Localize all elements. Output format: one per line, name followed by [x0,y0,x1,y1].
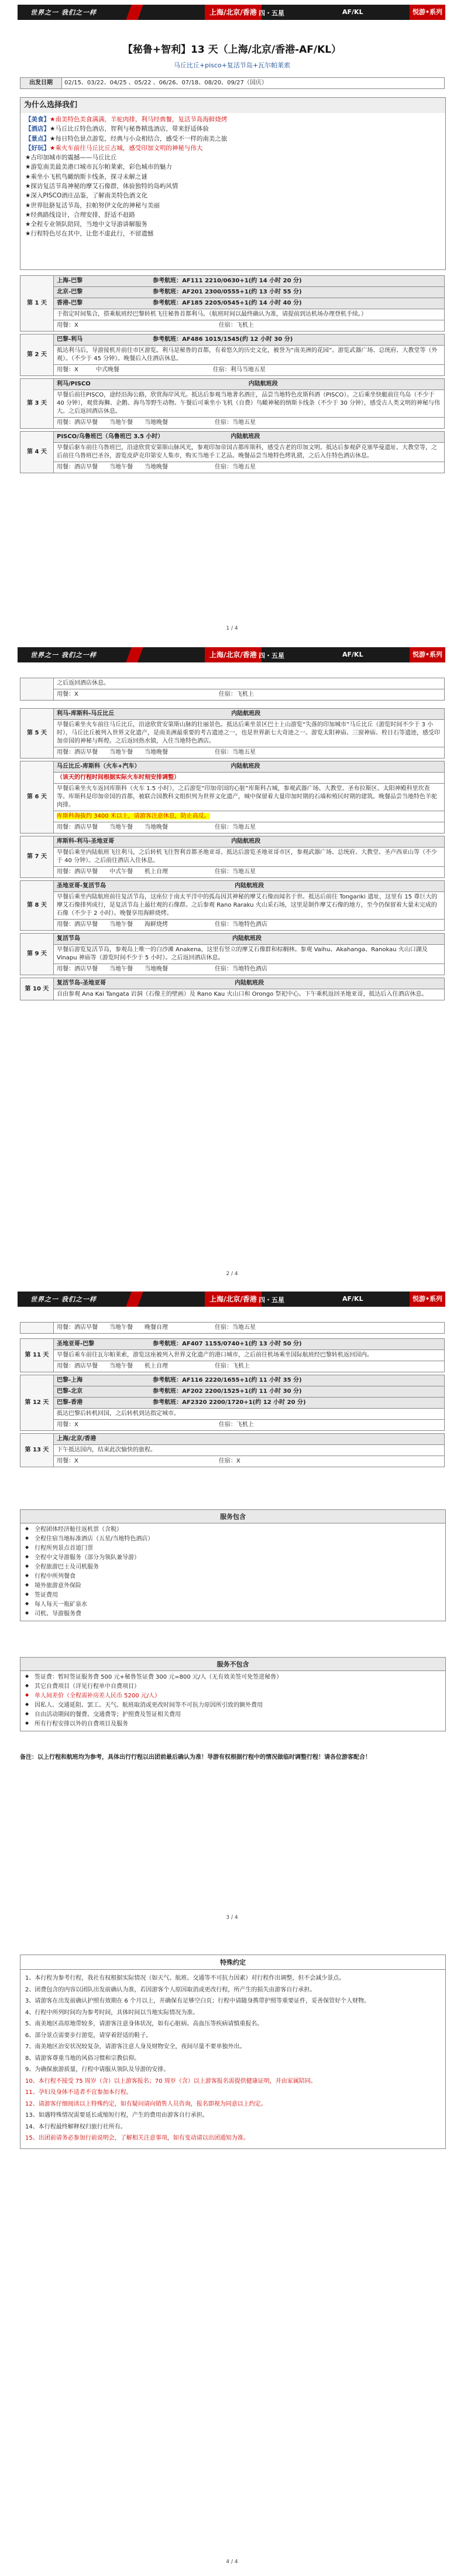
why-line [25,153,441,162]
day-label: 第 6 天 [20,761,54,833]
day-label: 第 1 天 [20,276,54,332]
day-gray: 巴黎-香港 参考航班：AF2320 2200/1720+1(约 12 小时 20 分) [54,1398,445,1409]
header-days: 四・五星 [259,9,284,17]
day-table [20,761,445,833]
include-item: ◆ 行程所列景点首道门票 [35,1544,442,1553]
excludes-list [20,1671,445,1731]
why-tag: 【酒店】 [25,125,50,133]
why-line [25,182,441,191]
day-meal: 用餐：X 住宿：飞机上 [54,320,445,332]
departure-label: 出发日期 [20,78,62,89]
day-gray: 利马/PISCO 内陆航班段 [54,379,445,390]
header-accent [126,5,143,20]
page-4 [0,1931,464,2576]
why-line [25,201,441,210]
day-meal: 用餐：酒店早餐 当地午餐 海鲜烧烤 住宿：当地特色酒店 [54,920,445,931]
why-line [25,220,441,229]
day-label: 第 10 天 [20,978,54,1000]
day-gray: 巴黎-利马 参考航班：AF486 1015/1545(约 12 小时 30 分) [54,334,445,346]
why-text: ★南美特色美食满满，羊驼肉排，利马经典餐，复活节岛海鲜烧烤 [50,116,228,124]
day-meal: 用餐：酒店早餐 中式午餐 机上自理 住宿：当地五星 [54,867,445,878]
special-term: 10、本行程不接受 75 周岁（含）以上游客报名；70 周岁（含）以上游客报名需提供健康证明，并由家属陪同。 [25,2078,317,2085]
day-meal: 用餐：酒店早餐 当地午餐 当地晚餐 住宿：当地特色酒店 [54,964,445,975]
day-red: （该天的行程时间根据实际火车时刻安排调整） [54,773,445,784]
day-gray: 库斯科-利马-圣地亚哥 内陆航班段 [54,836,445,848]
special-term: 9、为确保旅游质量，行程中请服从领队及导游的安排。 [25,2066,170,2073]
why-text: ★每日特色景点游览，经典与小众相结合，感受不一样的南美之旅 [50,135,228,142]
excludes-heading: 服务不包含 [20,1658,445,1671]
bottom-note: 备注：以上行程和航班均为参考，具体出行行程以出团前最后确认为准！导游有权根据行程中的情况做临时调整行程！请各位游客配合！ [20,1754,371,1761]
day-label: 第 8 天 [20,881,54,931]
page-header [18,1292,445,1307]
day-table [20,378,445,429]
why-tag: 【景点】 [25,135,50,142]
day-label: 第 4 天 [20,432,54,473]
day-gray: 复活节岛-圣地亚哥 内陆航班段 [54,978,445,989]
day-label: 第 2 天 [20,334,54,376]
day-text: 早餐后驱车前往乌鲁班巴，沿途欣赏安第斯山脉风光，参观印加帝国古都库斯科，感受古老的印加文明。抵达后参观萨克塞华曼遗址、大教堂等，之后前往乌鲁班巴圣谷，游览皮萨克印第安人集市，购买当地手工艺品。晚餐品尝当地特色烤乳猪，之后入住特色酒店休息。 [54,443,445,462]
why-line [25,210,441,220]
special-term: 1、本行程为参考行程，我社有权根据实际情况（如天气、航班、交通等不可抗力因素）对行程作出调整，但不会减少景点。 [25,1975,345,1981]
why-body [20,113,445,240]
brand-slogan: 世界之一 我们之一样 [30,9,97,16]
why-text: ★深入PISCO酒庄品鉴，了解南美特色酒文化 [25,192,148,200]
departure-dates-table [20,77,445,89]
special-term: 12、请游客仔细阅读以上特殊约定，如有疑问请向销售人员咨询，报名即视为同意以上约定。 [25,2100,267,2107]
day-text: 早餐后乘坐火车返回库斯科（火车 1.5 小时），之后游览“印加帝国的心脏”库斯科古城，参观武器广场、大教堂、圣布拉斯区、太阳神殿科里坎查等。库斯科是印加帝国的首都，被联合国教科文组织列为世界文化遗产，城中保留着大量印加时期的石墙和殖民时期的建筑。晚餐品尝当地特色羊驼肉排。 [54,784,445,811]
exclude-item: ◆ 因私人、交通延阻、罢工、天气、航班取消或更改时间等不可抗力原因所引致的额外费用 [35,1701,442,1710]
header-series: 悦游•系列 [410,647,445,662]
exclude-item: ◆ 所有行程安排以外的自费项目及服务 [35,1720,442,1729]
header-series: 悦游•系列 [410,5,445,20]
include-item: ◆ 全程团体经济舱往返机票（含税） [35,1525,442,1535]
include-item: ◆ 全程旅游巴士及司机服务 [35,1563,442,1572]
day-text: 于指定时间集合，搭乘航班经巴黎转机飞往秘鲁首都利马。（航班时间以最终确认为准，请提前到达机场办理登机手续。） [54,309,445,320]
day-table [20,334,445,376]
day-gray: 北京-巴黎 参考航班：AF201 2300/0555+1(约 13 小时 55 分) [54,287,445,298]
day-meal: 用餐：酒店早餐 当地午餐 机上自理 住宿：飞机上 [54,1361,445,1372]
day-text: 早餐后乘坐内陆航班前往复活节岛，这座位于南太平洋中的孤岛因其神秘的摩艾石像而闻名于世。抵达后前往 Tongariki 遗址，这里有 15 尊巨大的摩艾石像排列成行，是复活节岛上最壮观的石像群。之后参观 Rano Raraku 火山采石场，这里是制作摩艾石像的地方，至今仍保留着大量未完成的石像（不少于 2 小时）。晚餐享用海鲜烧烤。 [54,892,445,920]
include-item: ◆ 签证费用 [35,1591,442,1600]
day-text: 抵达利马后，导游接机并前往市区游览。利马是秘鲁的首都，有着悠久的历史文化，被誉为“南美洲的花园”。游览武器广场、总统府、大教堂等（外观）。（不少于 45 分钟）。晚餐后入住酒店休息。 [54,346,445,365]
header-series: 悦游•系列 [410,1292,445,1307]
special-term: 4、行程中所列时间均为参考时间，具体时间以当地实际情况为准。 [25,2009,199,2016]
day-label: 第 13 天 [20,1434,54,1467]
day-gray: 圣地亚哥-复活节岛 内陆航班段 [54,881,445,892]
include-item: ◆ 行程中所列餐食 [35,1572,442,1581]
day-text: 早餐后乘坐火车前往马丘比丘，沿途欣赏安第斯山脉的壮丽景色。抵达后乘坐景区巴士上山游览“失落的印加城市”马丘比丘（游览时间不少于 3 小时），马丘比丘被列入世界文化遗产，是南美洲最重要的考古遗迹之一，也是世界新七大奇迹之一。游览太阳神庙、三窗神庙、栓日石等遗迹，感受印加帝国的神秘与辉煌。之后返回热水镇，入住当地特色酒店。 [54,720,445,747]
page-header [18,647,445,662]
day-gray: 巴黎-上海 参考航班：AF116 2220/1655+1(约 11 小时 35 分) [54,1375,445,1386]
special-term: 11、孕妇及身体不适者不宜参加本行程。 [25,2089,132,2096]
why-text: ★乘火车前往马丘比丘古城，感受印加文明的神秘与伟大 [50,144,203,152]
header-accent [126,1292,143,1307]
why-heading: 为什么选择我们 [20,98,445,113]
why-tag: 【美食】 [25,116,50,124]
continued-text: 之后返回酒店休息。 [54,678,445,689]
includes-heading: 服务包含 [20,1510,445,1523]
exclude-item: ◆ 单人间差价（全程需补房差人民币 5200 元/人） [35,1692,442,1701]
excludes-box [20,1657,446,1731]
page-title: 【秘鲁+智利】13 天（上海/北京/香港-AF/KL） [122,44,342,56]
day-text: 自由参观 Ana Kai Tangata 岩洞（石像主的壁画）及 Rano Kau 火山口和 Orongo 祭祀中心。下午乘机返回圣地亚哥，抵达后入住酒店休息。 [54,989,445,1000]
day-gray: 香港-巴黎 参考航班：AF185 2205/0545+1(约 14 小时 40 分) [54,298,445,309]
header-route: 上海/北京/香港 [205,5,262,20]
day-gray: 上海/北京/香港 [54,1434,445,1445]
day-text: 早餐后乘坐内陆航班飞往利马，之后转机飞往智利首都圣地亚哥。抵达后游览圣地亚哥市区，参观武器广场、总统府、大教堂、圣卢西亚山等（不少于 40 分钟）。之后前往酒店入住休息。 [54,848,445,867]
include-item: ◆ 全程住宿当地标准酒店（五星/当地特色酒店） [35,1535,442,1544]
day-meal: 用餐：酒店早餐 当地午餐 当地晚餐 住宿：当地五星 [54,418,445,429]
exclude-item: ◆ 签证费：暂时签证服务费 500 元+秘鲁签证费 300 元=800 元/人（无有效美签可免签进秘鲁） [35,1673,442,1682]
include-item: ◆ 司机、导游服务费 [35,1610,442,1619]
why-text: ★马丘比丘特色酒店，智利与秘鲁精选酒店，带来舒适体验 [50,125,209,133]
day-label: 第 12 天 [20,1375,54,1431]
special-term: 13、如遇特殊情况需要延长或缩短行程，产生的费用由游客自行承担。 [25,2112,208,2119]
day-gray: PISCO/乌鲁班巴（乌鲁班巴 3.5 小时） 内陆航班段 [54,432,445,443]
day-yellow [54,811,445,822]
why-line [25,124,441,134]
day-continued [20,1322,445,1334]
day-table [20,978,445,1000]
why-tag: 【好玩】 [25,144,50,152]
highlight-note: 库斯科海拔约 3400 米以上，请游客注意休息，防止高反。 [57,813,210,819]
day-table [20,431,445,473]
why-text: ★全程专业领队陪同，当地中文导游讲解服务 [25,221,147,228]
day-label: 第 3 天 [20,379,54,429]
exclude-item: ◆ 自由活动期间的餐费、交通费等；护照费及签证相关费用 [35,1710,442,1720]
day-meal: 用餐：酒店早餐 当地午餐 当地晚餐 住宿：当地五星 [54,822,445,833]
why-line [25,191,441,200]
why-text: ★古印加城市的震撼——马丘比丘 [25,154,117,162]
header-airline: AF/KL [342,651,363,658]
header-route: 上海/北京/香港 [205,647,262,662]
special-terms-box [20,1955,446,2149]
why-text: ★世界肚脐复活节岛，拉帕努伊文化的神秘与美丽 [25,201,160,209]
day-gray: 上海-巴黎 参考航班：AF111 2210/0630+1(约 14 小时 20 分) [54,276,445,287]
why-text: ★经典路线设计，合理安排，舒适不赶路 [25,211,135,218]
page-subtitle: 马丘比丘+pisco+复活节岛+瓦尔帕莱索 [173,62,291,69]
day-table [20,1433,445,1467]
header-airline: AF/KL [342,8,363,16]
day-text: 早餐后游览复活节岛，参观岛上唯一的白沙滩 Anakena，这里有竖立的摩艾石像群和棕榈林。参观 Vaihu、Akahanga、Ranokau 火山口湖及 Vinapu 神庙等（游览时间不少于 5 小时）。之后返回酒店休息。 [54,945,445,964]
page-number: 3 / 4 [226,1915,238,1921]
day-table [20,880,445,931]
special-term: 15、出团前请务必参加行前说明会，了解相关注意事项，如有变动请以出团通知为准。 [25,2135,249,2141]
special-term: 7、南美地区治安状况较复杂，请游客注意人身及财物安全，夜间尽量不要单独外出。 [25,2044,246,2050]
day-meal: 用餐：酒店早餐 当地午餐 当地晚餐 住宿：当地五星 [54,462,445,473]
day-gray: 圣地亚哥-巴黎 参考航班：AF407 1155/0740+1(约 13 小时 50 分) [54,1339,445,1350]
header-accent [126,647,143,662]
why-line [25,144,441,153]
day-gray: 巴黎-北京 参考航班：AF202 2200/1525+1(约 11 小时 30 分) [54,1386,445,1398]
day-meal: 用餐：酒店早餐 当地午餐 当地晚餐 住宿：当地五星 [54,747,445,759]
page-header [18,5,445,20]
continued-meal: 用餐：X 住宿：飞机上 [54,689,445,701]
day-continued [20,678,445,701]
special-term: 6、部分景点需要步行游览，请穿着舒适的鞋子。 [25,2032,152,2039]
why-choose-us [20,97,446,270]
why-line [25,172,441,182]
special-term: 3、请游客在出发前确认护照有效期在 6 个月以上，并确保有足够空白页；行程中请随身携带护照等重要证件，妥善保管好个人财物。 [25,1998,370,2004]
page-number: 1 / 4 [226,626,238,631]
why-line [25,229,441,238]
page-number: 2 / 4 [226,1271,238,1277]
includes-box [20,1509,446,1621]
why-line [25,162,441,172]
why-line [25,115,441,124]
header-days: 四・五星 [259,652,284,660]
day-text: 早餐后前往PISCO，途经沿海公路，欣赏海岸风光。抵达后参观当地著名酒庄，品尝当地特色皮斯科酒（PISCO）。之后乘坐快艇前往鸟岛（不少于 40 分钟），观赏海狮、企鹅、海鸟等野生动物。午餐后可乘坐小飞机（自费）鸟瞰神秘的纳斯卡线条（不少于 30 分钟），感受古人类文明的神秘与伟大。之后返回酒店休息。 [54,390,445,418]
day-table [20,708,445,759]
day-meal: 用餐：X 住宿：飞机上 [54,1420,445,1431]
day-table [20,1338,445,1372]
why-text: ★行程特色尽在其中，让您不虚此行，不留遗憾 [25,230,154,238]
header-route: 上海/北京/香港 [205,1292,262,1307]
day-table [20,275,445,332]
special-term: 14、本行程最终解释权归旅行社所有。 [25,2123,126,2130]
why-text: ★探访复活节岛神秘的摩艾石像群，体验独特的岛屿风情 [25,183,178,190]
day-table [20,836,445,878]
day-label: 第 11 天 [20,1339,54,1372]
why-line [25,134,441,144]
page-1 [0,0,464,643]
page-3 [0,1287,464,1931]
why-text: ★乘坐小飞机鸟瞰纳斯卡线条，探寻未解之谜 [25,173,147,180]
special-heading: 特殊约定 [20,1955,445,1970]
day-gray: 马丘比丘-库斯科（火车+汽车） 内陆航班段 [54,761,445,773]
day-gray: 复活节岛 内陆航班段 [54,934,445,945]
special-term: 8、请游客尊重当地的风俗习惯和宗教信仰。 [25,2055,140,2062]
page-2 [0,643,464,1287]
day-table [20,933,445,975]
why-text: ★游览南美最美港口城市瓦尔帕莱索，彩色城市的魅力 [25,163,172,171]
day-label: 第 9 天 [20,934,54,975]
special-term: 2、团费包含的内容以团队出发前确认为准，若因游客个人原因取消或更改行程，所产生的损失由游客自行承担。 [25,1986,316,1993]
day-text: 下午抵达国内，结束此次愉快的旅程。 [54,1445,445,1456]
exclude-item: ◆ 其它自费项目（详见行程单中自费项目） [35,1682,442,1692]
special-body [20,1970,445,2148]
day-text: 抵达巴黎后转机回国，之后转机到达指定城市。 [54,1409,445,1420]
brand-slogan: 世界之一 我们之一样 [30,1296,97,1303]
header-airline: AF/KL [342,1295,363,1303]
day-label: 第 5 天 [20,709,54,759]
day-meal: 用餐：X 中式晚餐 住宿：利马当地五星 [54,365,445,376]
brand-slogan: 世界之一 我们之一样 [30,651,97,659]
includes-list [20,1523,445,1621]
page-number: 4 / 4 [226,2559,238,2565]
day-table [20,1375,445,1431]
day-meal: 用餐：X 住宿：X [54,1456,445,1467]
continued-meal: 用餐：酒店早餐 当地午餐 晚餐自理 住宿：当地五星 [54,1323,445,1334]
day-gray: 利马-库斯科-马丘比丘 内陆航班段 [54,709,445,720]
departure-values: 02/15、03/22、04/25 、05/22 、06/26、07/18、08/20、09/27（国庆） [62,78,445,89]
day-label: 第 7 天 [20,836,54,878]
include-item: ◆ 境外旅游意外保险 [35,1581,442,1591]
header-days: 四・五星 [259,1296,284,1304]
special-term: 5、南美地区高原地带较多，请游客注意身体状况，如有心脏病、高血压等疾病请慎重报名。 [25,2021,263,2027]
include-item: ◆ 每人每天一瓶矿泉水 [35,1600,442,1610]
include-item: ◆ 全程中文导游服务（部分为领队兼导游） [35,1553,442,1563]
day-text: 早餐后乘车前往瓦尔帕莱索，游览这座被列入世界文化遗产的港口城市，之后前往机场乘坐国际航班经巴黎转机返回国内。 [54,1350,445,1361]
